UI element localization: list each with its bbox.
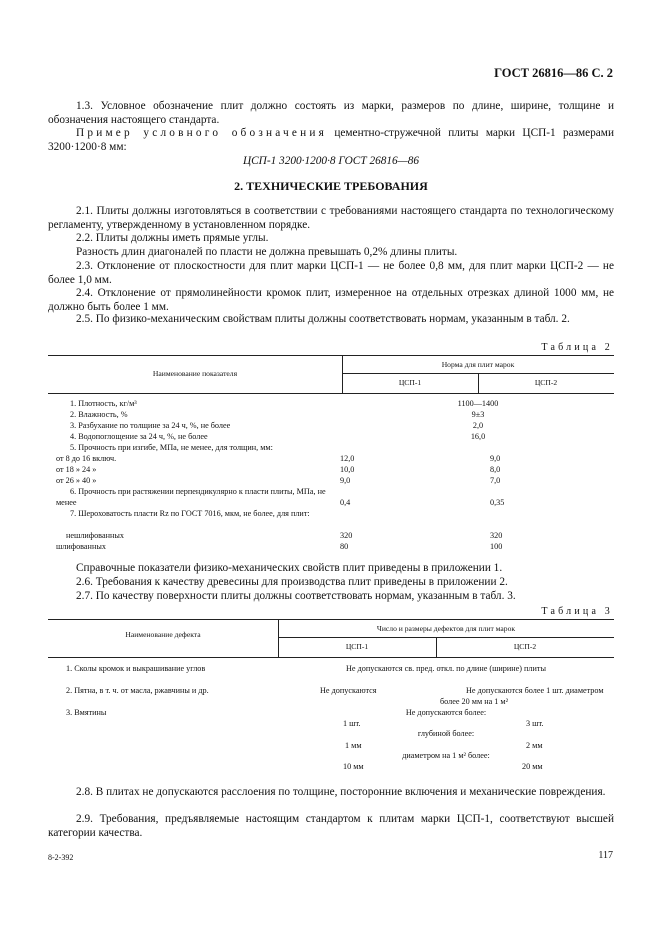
- paragraph-2-2-diagonals: Разность длин диагоналей по пласти не должна превышать 0,2% длины плиты.: [76, 246, 458, 258]
- defect-row-3-line-1: Не допускаются более:: [405, 708, 487, 717]
- table-row: от 26 » 40 »: [56, 476, 97, 485]
- table-row: от 18 » 24 »: [56, 465, 97, 474]
- table-row: от 8 до 16 включ.: [56, 454, 117, 463]
- table-2-col-norm: Норма для плит марок: [441, 360, 515, 369]
- table-3-col-a: ЦСП-1: [345, 642, 369, 651]
- paragraph-2-5: 2.5. По физико-механическим свойствам плиты должны соответствовать нормам, указанным в табл. 2.: [76, 313, 570, 325]
- paragraph-2-4: 2.4. Отклонение от прямолинейности кромок плит, измеренное на отдельных отрезках длиной 1000 мм, не должно быть более 1 мм.: [48, 287, 614, 313]
- table-cell: 100: [490, 542, 503, 551]
- table-2-caption: Таблица 2: [541, 342, 613, 353]
- example-label: Пример условного обозначения: [76, 127, 327, 139]
- paragraph-2-1: 2.1. Плиты должны изготовляться в соответствии с требованиями настоящего стандарта по технологическому регламенту, утвержденному в установленном порядке.: [48, 205, 614, 231]
- defect-row-3-b3: 20 мм: [522, 762, 543, 771]
- defect-row-3-b2: 2 мм: [526, 741, 543, 750]
- table-row: шлифованных: [56, 542, 106, 551]
- table-cell: 10,0: [340, 465, 355, 474]
- table-3-caption: Таблица 3: [541, 606, 613, 617]
- table-3-col-b: ЦСП-2: [513, 642, 537, 651]
- defect-row-3-a1: 1 шт.: [343, 719, 361, 728]
- defect-row-3-line-3: диаметром на 1 м² более:: [402, 751, 490, 760]
- table-3-col-name: Наименование дефекта: [125, 630, 201, 639]
- defect-row-3-name: 3. Вмятины: [66, 708, 107, 717]
- table-2-col-b: ЦСП-2: [534, 378, 558, 387]
- reference-paragraph: Справочные показатели физико-механических свойств плит приведены в приложении 1.: [76, 562, 503, 574]
- table-3-col-norm: Число и размеры дефектов для плит марок: [376, 624, 516, 633]
- defect-row-2-name: 2. Пятна, в т. ч. от масла, ржавчины и др.: [66, 686, 209, 695]
- example-formula: ЦСП-1 3200·1200·8 ГОСТ 26816—86: [242, 155, 420, 167]
- table-cell: 9±3: [471, 410, 485, 419]
- table-cell: 320: [490, 531, 503, 540]
- table-row: 3. Разбухание по толщине за 24 ч, %, не более: [70, 421, 231, 430]
- example-rest: цементно-стружечной плиты марки ЦСП-1 размерами 3200·1200·8 мм:: [48, 127, 614, 153]
- table-cell: 7,0: [490, 476, 501, 485]
- table-2-col-name: Наименование показателя: [152, 369, 238, 378]
- defect-row-3-line-2: глубиной более:: [417, 729, 475, 738]
- defect-row-1-value: Не допускаются св. пред. откл. по длине (ширине) плиты: [346, 664, 546, 673]
- table-cell: 0,4: [340, 498, 351, 507]
- paragraph-2-9: 2.9. Требования, предъявляемые настоящим стандартом к плитам марки ЦСП-1, соответствуют высшей категории качества.: [48, 813, 614, 839]
- paragraph-1-3: 1.3. Условное обозначение плит должно состоять из марки, размеров по длине, ширине, толщине и обозначения настоящего стандарта.: [48, 100, 614, 126]
- example-paragraph: [48, 127, 614, 154]
- table-cell: 0,35: [490, 498, 505, 507]
- page-number: 117: [598, 850, 613, 861]
- defect-row-2-a: Не допускаются: [320, 686, 377, 695]
- table-cell: 80: [340, 542, 349, 551]
- paragraph-2-7: 2.7. По качеству поверхности плиты должны соответствовать нормам, указанным в табл. 3.: [76, 590, 516, 602]
- table-cell: 16,0: [470, 432, 486, 441]
- paragraph-2-3: 2.3. Отклонение от плоскостности для плит марки ЦСП-1 — не более 0,8 мм, для плит марки ЦСП-2 — не более 1,0 мм.: [48, 260, 614, 286]
- table-row: 4. Водопоглощение за 24 ч, %, не более: [70, 432, 208, 441]
- paragraph-2-8: 2.8. В плитах не допускаются расслоения по толщине, посторонние включения и механические повреждения.: [76, 786, 606, 798]
- table-row: 6. Прочность при растяжении перпендикулярно к пласти плиты, МПа, не менее: [56, 487, 326, 507]
- table-cell: 1100—1400: [457, 399, 499, 408]
- defect-row-1-name: 1. Сколы кромок и выкрашивание углов: [66, 664, 206, 673]
- table-cell: 2,0: [472, 421, 484, 430]
- defect-row-3-b1: 3 шт.: [526, 719, 544, 728]
- defect-row-3-a3: 10 мм: [343, 762, 364, 771]
- page-header: ГОСТ 26816—86 С. 2: [494, 66, 613, 80]
- table-cell: 8,0: [490, 465, 501, 474]
- section-title: 2. ТЕХНИЧЕСКИЕ ТРЕБОВАНИЯ: [234, 179, 428, 193]
- defect-row-2-b: Не допускаются более 1 шт. диаметром более 20 мм на 1 м²: [440, 686, 604, 706]
- defect-row-3-a2: 1 мм: [345, 741, 362, 750]
- paragraph-2-6: 2.6. Требования к качеству древесины для производства плит приведены в приложении 2.: [76, 576, 508, 588]
- table-cell: 9,0: [340, 476, 351, 485]
- table-row: 2. Влажность, %: [70, 410, 128, 419]
- table-2-col-a: ЦСП-1: [398, 378, 422, 387]
- footer-code: 8-2-392: [48, 853, 74, 862]
- table-cell: 12,0: [340, 454, 355, 463]
- table-row: нешлифованных: [66, 531, 124, 540]
- table-row: 5. Прочность при изгибе, МПа, не менее, для толщин, мм:: [70, 443, 273, 452]
- table-row: 7. Шероховатость пласти Rz по ГОСТ 7016, мкм, не более, для плит:: [70, 509, 310, 518]
- table-cell: 9,0: [490, 454, 501, 463]
- table-cell: 320: [340, 531, 353, 540]
- table-row: 1. Плотность, кг/м³: [70, 399, 137, 408]
- paragraph-2-2: 2.2. Плиты должны иметь прямые углы.: [76, 232, 269, 244]
